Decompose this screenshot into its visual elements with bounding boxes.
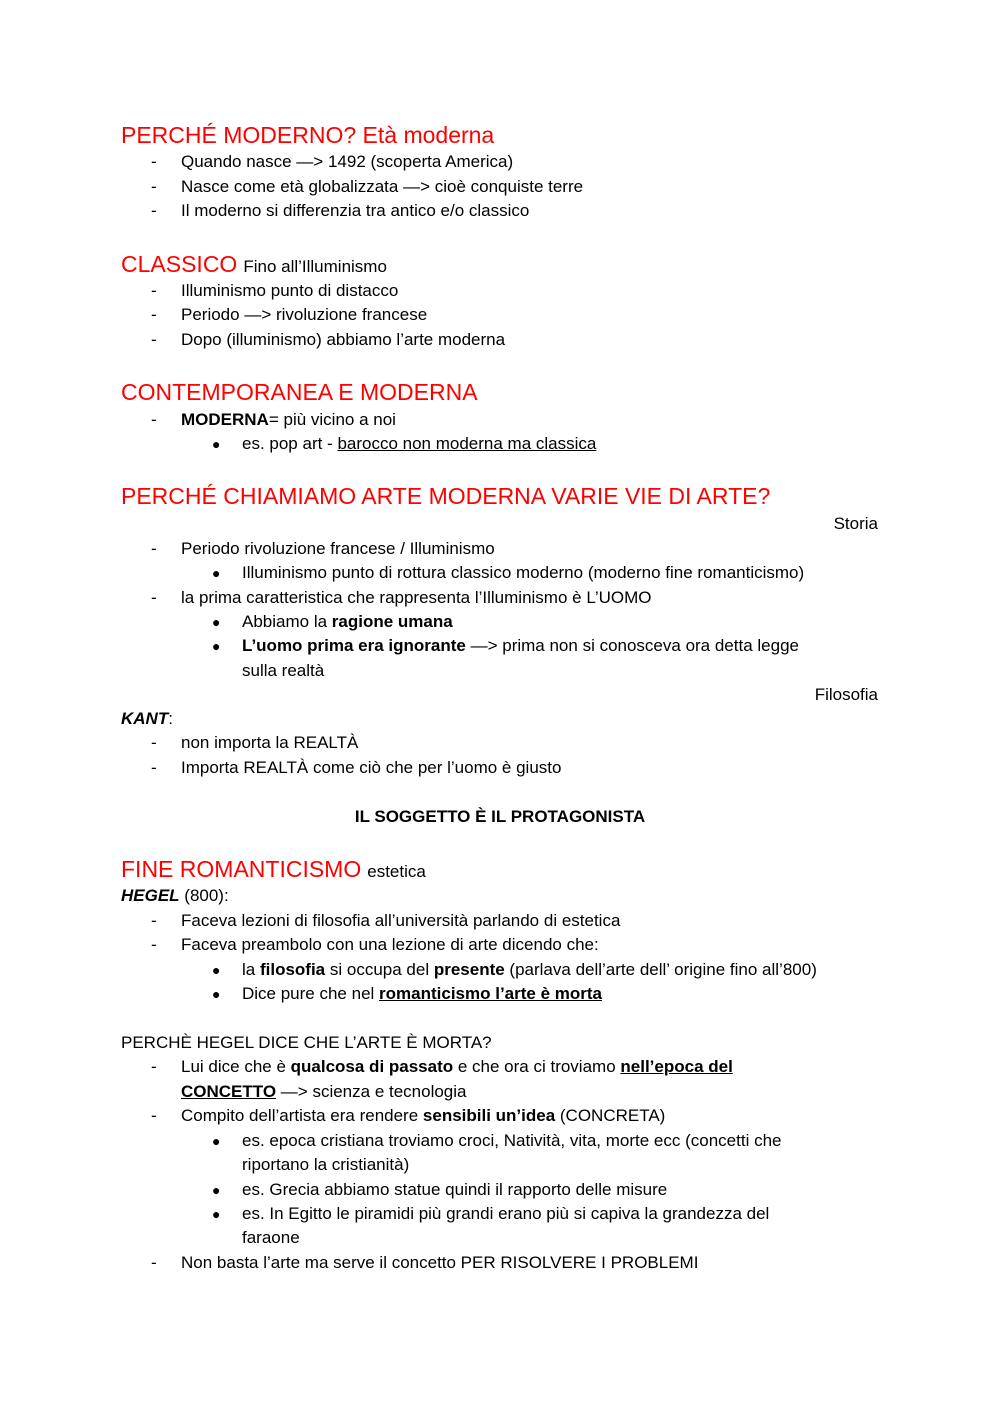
dash-marker: -	[151, 152, 157, 171]
tag-storia: Storia	[833, 514, 878, 533]
list-item: la prima caratteristica che rappresenta l’Illuminismo è L’UOMO	[181, 588, 652, 607]
bold-text: ragione umana	[331, 612, 453, 631]
center-title: IL SOGGETTO È IL PROTAGONISTA	[354, 807, 646, 826]
sub-list-item	[242, 432, 596, 456]
heading-text: FINE ROMANTICISMO	[121, 856, 362, 882]
list-item: Periodo —> rivoluzione francese	[181, 305, 428, 324]
dash-marker: -	[151, 1253, 157, 1272]
heading-perche-chiamiamo: PERCHÉ CHIAMIAMO ARTE MODERNA VARIE VIE DI ARTE?	[121, 483, 771, 509]
bold-underlined-text: nell’epoca del	[620, 1057, 733, 1076]
text: :	[168, 709, 173, 728]
bold-underlined-text: romanticismo l’arte è morta	[379, 984, 602, 1003]
sub-list-item	[242, 610, 453, 634]
list-item: Faceva lezioni di filosofia all’università parlando di estetica	[181, 911, 621, 930]
text: Lui dice che è	[181, 1057, 291, 1076]
heading-perche-hegel: PERCHÈ HEGEL DICE CHE L’ARTE È MORTA?	[121, 1033, 492, 1052]
dash-marker: -	[151, 539, 157, 558]
list-item	[181, 408, 396, 432]
list-item: Quando nasce —> 1492 (scoperta America)	[181, 152, 514, 171]
heading-contemporanea: CONTEMPORANEA E MODERNA	[121, 379, 478, 405]
list-item: non importa la REALTÀ	[181, 733, 359, 752]
kant-label	[121, 707, 173, 731]
sub-list-item: es. Grecia abbiamo statue quindi il rapporto delle misure	[242, 1180, 668, 1199]
bullet-marker: ●	[212, 962, 221, 978]
sub-list-item: es. In Egitto le piramidi più grandi erano più si capiva la grandezza del	[242, 1204, 770, 1223]
sub-list-item	[242, 982, 602, 1006]
list-item: Il moderno si differenzia tra antico e/o classico	[181, 201, 530, 220]
bullet-marker: ●	[212, 614, 221, 630]
bullet-marker: ●	[212, 986, 221, 1002]
text: Abbiamo la	[242, 612, 332, 631]
sub-list-item-continuation: riportano la cristianità)	[242, 1155, 410, 1174]
dash-marker: -	[151, 201, 157, 220]
bold-text: L’uomo prima era ignorante	[242, 636, 466, 655]
list-item: Importa REALTÀ come ciò che per l’uomo è giusto	[181, 758, 562, 777]
dash-marker: -	[151, 281, 157, 300]
text: es. pop art -	[242, 434, 338, 453]
dash-marker: -	[151, 410, 157, 429]
text: e che ora ci troviamo	[453, 1057, 621, 1076]
dash-marker: -	[151, 177, 157, 196]
list-item: Faceva preambolo con una lezione di arte dicendo che:	[181, 935, 599, 954]
dash-marker: -	[151, 1106, 157, 1125]
bold-text: filosofia	[259, 960, 326, 979]
bullet-marker: ●	[212, 565, 221, 581]
bullet-marker: ●	[212, 1182, 221, 1198]
list-item: Dopo (illuminismo) abbiamo l’arte moderna	[181, 330, 506, 349]
kant-name: KANT	[121, 709, 169, 728]
sub-list-item-continuation: sulla realtà	[242, 661, 325, 680]
dash-marker: -	[151, 733, 157, 752]
text: (parlava dell’arte dell’ origine fino all’800)	[504, 960, 817, 979]
text: Dice pure che nel	[242, 984, 380, 1003]
bold-underlined-text: CONCETTO	[181, 1082, 277, 1101]
hegel-name: HEGEL	[121, 886, 180, 905]
list-item: Illuminismo punto di distacco	[181, 281, 399, 300]
dash-marker: -	[151, 758, 157, 777]
list-item: Periodo rivoluzione francese / Illuminismo	[181, 539, 495, 558]
hegel-label	[121, 884, 229, 908]
heading-subtitle: estetica	[367, 862, 426, 881]
heading-perche-moderno: PERCHÉ MODERNO? Età moderna	[121, 122, 495, 148]
bullet-marker: ●	[212, 1206, 221, 1222]
bold-text: qualcosa di passato	[290, 1057, 454, 1076]
bullet-marker: ●	[212, 436, 221, 452]
heading-fine-romanticismo	[121, 855, 426, 886]
list-item: Non basta l’arte ma serve il concetto PER RISOLVERE I PROBLEMI	[181, 1253, 699, 1272]
bullet-marker: ●	[212, 638, 221, 654]
bold-text: sensibili un’idea	[422, 1106, 556, 1125]
heading-subtitle: Fino all’Illuminismo	[243, 257, 387, 276]
dash-marker: -	[151, 1057, 157, 1076]
heading-text: CLASSICO	[121, 251, 238, 277]
bullet-marker: ●	[212, 1133, 221, 1149]
sub-list-item	[242, 958, 817, 982]
dash-marker: -	[151, 911, 157, 930]
text: (CONCRETA)	[555, 1106, 666, 1125]
dash-marker: -	[151, 305, 157, 324]
text: —> scienza e tecnologia	[276, 1082, 467, 1101]
list-item: Nasce come età globalizzata —> cioè conquiste terre	[181, 177, 584, 196]
sub-list-item-continuation: faraone	[242, 1228, 300, 1247]
list-item	[181, 1104, 665, 1128]
text: = più vicino a noi	[268, 410, 396, 429]
underlined-text: barocco non moderna ma classica	[337, 434, 597, 453]
dash-marker: -	[151, 330, 157, 349]
sub-list-item	[242, 634, 799, 658]
dash-marker: -	[151, 935, 157, 954]
text: (800):	[179, 886, 229, 905]
heading-classico	[121, 250, 387, 281]
sub-list-item: Illuminismo punto di rottura classico moderno (moderno fine romanticismo)	[242, 563, 805, 582]
text: —> prima non si conosceva ora detta legge	[465, 636, 799, 655]
sub-list-item: es. epoca cristiana troviamo croci, Natività, vita, morte ecc (concetti che	[242, 1131, 782, 1150]
dash-marker: -	[151, 588, 157, 607]
list-item-continuation	[181, 1080, 467, 1104]
list-item	[181, 1055, 733, 1079]
bold-text: MODERNA	[181, 410, 269, 429]
text: Compito dell’artista era rendere	[181, 1106, 423, 1125]
bold-text: presente	[433, 960, 505, 979]
tag-filosofia: Filosofia	[814, 685, 878, 704]
text: la	[242, 960, 260, 979]
text: si occupa del	[325, 960, 434, 979]
